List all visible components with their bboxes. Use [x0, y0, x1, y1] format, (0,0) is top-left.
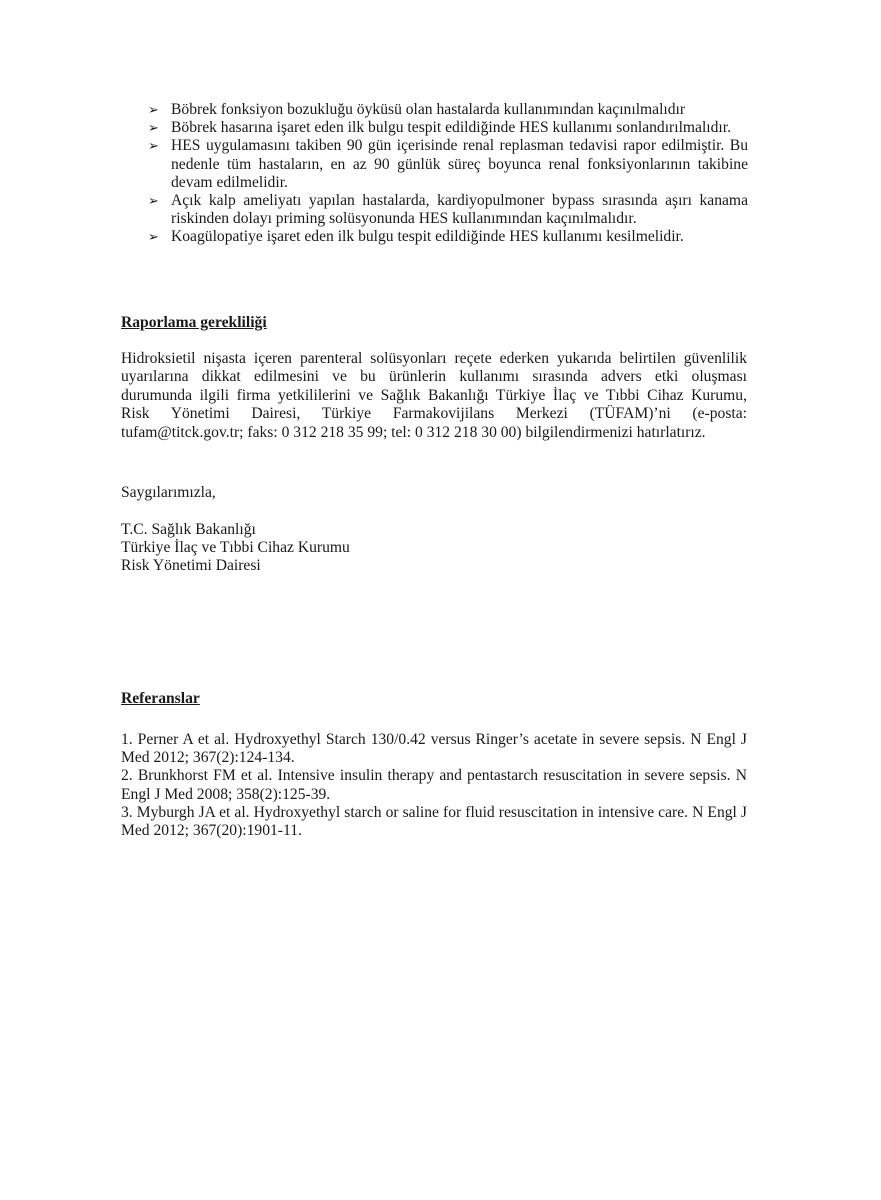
reference-item: 2. Brunkhorst FM et al. Intensive insulin therapy and pentastarch resuscitation in severe sepsis. N Engl J Med 2008; 358(2):125-39. [121, 767, 747, 803]
bullet-item: ➢ HES uygulamasını takiben 90 gün içerisinde renal replasman tedavisi rapor edilmiştir. Bu nedenle tüm hastaların, en az 90 günlük süreç boyunca renal fonksiyonlarının takibine devam edilmelidir. [148, 137, 748, 191]
reporting-paragraph [121, 350, 747, 442]
reference-item: 3. Myburgh JA et al. Hydroxyethyl starch or saline for fluid resuscitation in intensive care. N Engl J Med 2012; 367(20):1901-11. [121, 803, 747, 840]
org-line: Risk Yönetimi Dairesi [121, 557, 261, 575]
paragraph-line: durumunda ilgili firma yetkililerini ve Sağlık Bakanlığı Türkiye İlaç ve Tıbbi Cihaz Kurumu, [121, 386, 747, 404]
arrow-bullet-icon: ➢ [148, 138, 159, 154]
reporting-heading: Raporlama gerekliliği [121, 314, 267, 331]
bullet-item: ➢ Koagülopatiye işaret eden ilk bulgu tespit edildiğinde HES kullanımı kesilmelidir. [148, 228, 684, 246]
arrow-bullet-icon: ➢ [148, 120, 159, 136]
closing-greeting: Saygılarımızla, [121, 484, 216, 501]
references-list [121, 731, 747, 840]
paragraph-line: tufam@titck.gov.tr; faks: 0 312 218 35 99; tel: 0 312 218 30 00) bilgilendirmenizi hatırlatırız. [121, 423, 706, 441]
paragraph-line: uyarılarına dikkat edilmesini ve bu ürünlerin kullanımı sırasında advers etki oluşması [121, 368, 747, 386]
bullet-item: ➢ Açık kalp ameliyatı yapılan hastalarda, kardiyopulmoner bypass sırasında aşırı kanama riskinden dolayı priming solüsyonunda HES kullanımından kaçınılmalıdır. [148, 192, 748, 228]
org-line: Türkiye İlaç ve Tıbbi Cihaz Kurumu [121, 539, 350, 557]
bullet-item: ➢ Böbrek hasarına işaret eden ilk bulgu tespit edildiğinde HES kullanımı sonlandırılmalıdır. [148, 119, 731, 137]
arrow-bullet-icon: ➢ [148, 102, 159, 117]
references-heading: Referanslar [121, 690, 200, 707]
arrow-bullet-icon: ➢ [148, 193, 159, 209]
arrow-bullet-icon: ➢ [148, 229, 159, 245]
paragraph-line: Hidroksietil nişasta içeren parenteral solüsyonları reçete ederken yukarıda belirtilen güvenlilik [121, 350, 747, 367]
signature-block [121, 521, 350, 576]
org-line: T.C. Sağlık Bakanlığı [121, 521, 256, 538]
warning-bullet-list [148, 101, 748, 247]
paragraph-line: Risk Yönetimi Dairesi, Türkiye Farmakovijilans Merkezi (TÜFAM)’ni (e-posta: [121, 405, 747, 423]
reference-item: 1. Perner A et al. Hydroxyethyl Starch 130/0.42 versus Ringer’s acetate in severe sepsis. N Engl J Med 2012; 367(2):124-134. [121, 731, 747, 767]
bullet-item: ➢ Böbrek fonksiyon bozukluğu öyküsü olan hastalarda kullanımından kaçınılmalıdır [148, 101, 686, 118]
